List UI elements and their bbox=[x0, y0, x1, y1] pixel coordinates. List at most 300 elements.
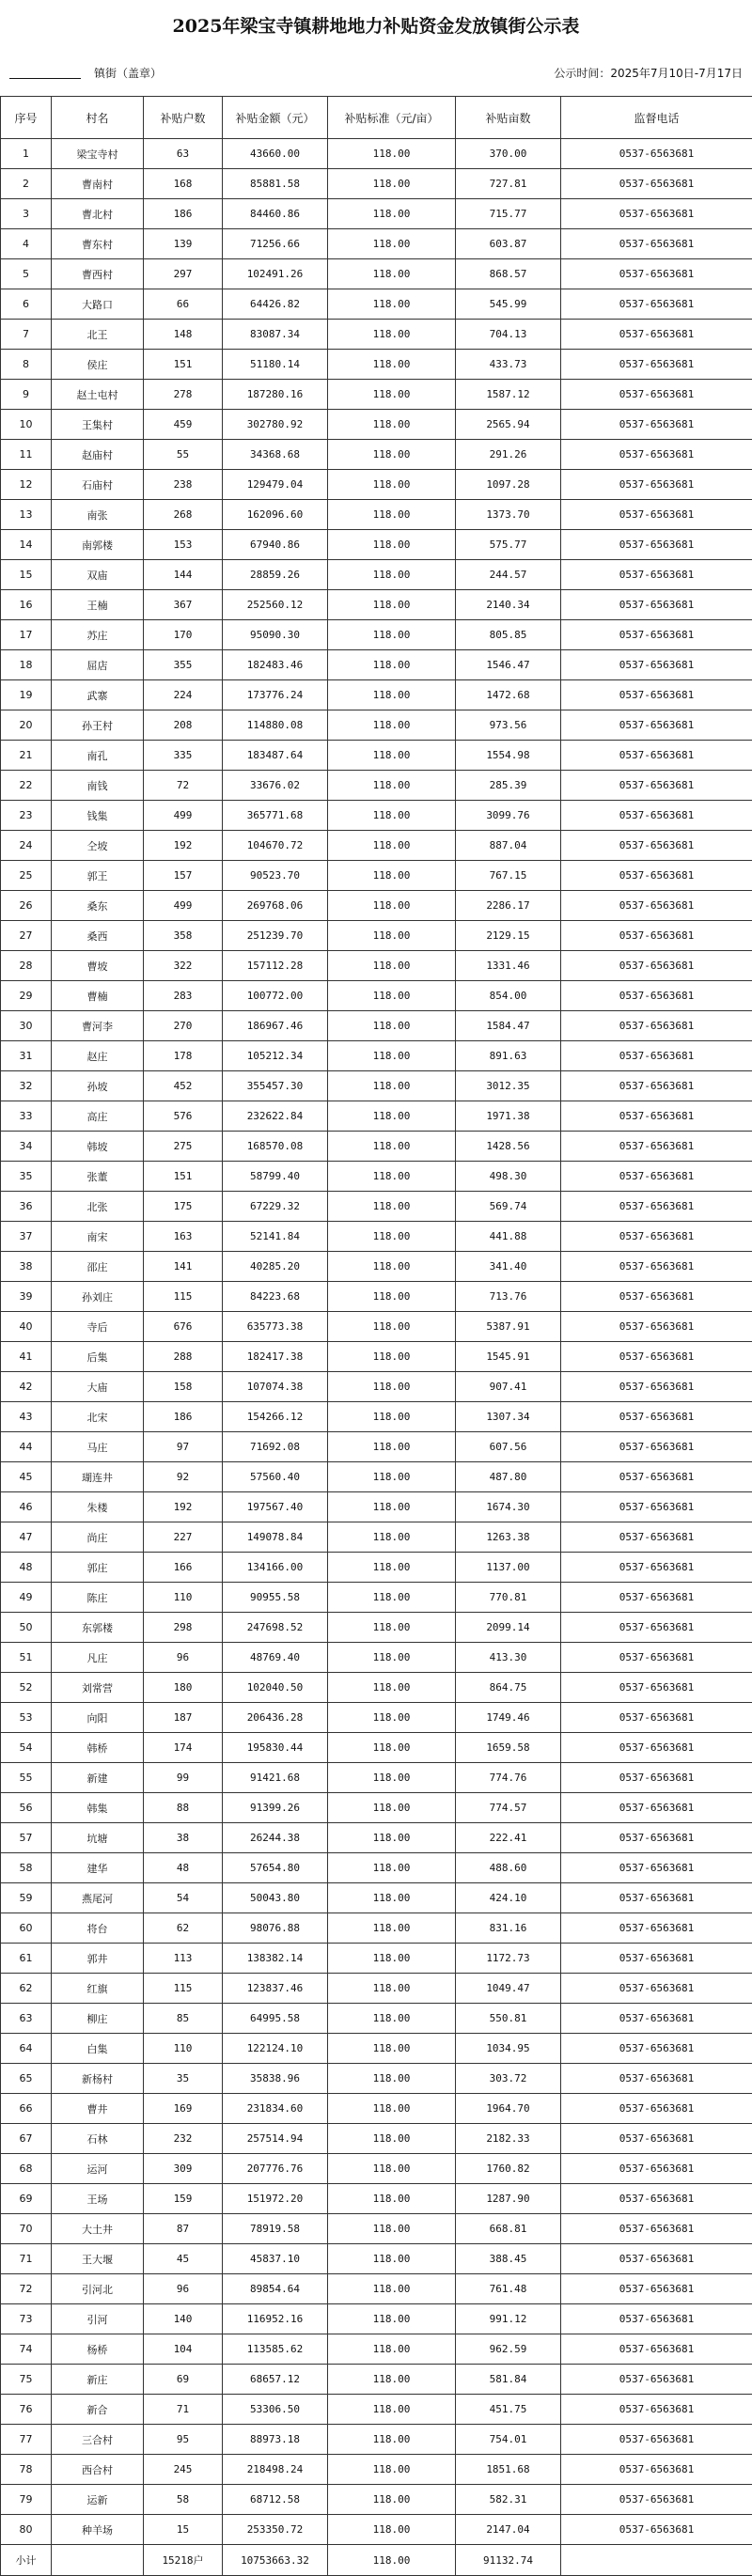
standard: 118.00 bbox=[328, 2425, 456, 2455]
row-index: 74 bbox=[1, 2334, 52, 2365]
phone: 0537-6563681 bbox=[561, 2455, 752, 2485]
table-row bbox=[1, 2365, 752, 2395]
village-name: 向阳 bbox=[52, 1703, 144, 1733]
phone: 0537-6563681 bbox=[561, 1402, 752, 1432]
amount: 52141.84 bbox=[223, 1222, 328, 1252]
amount: 68712.58 bbox=[223, 2485, 328, 2515]
table-row bbox=[1, 891, 752, 921]
row-index: 71 bbox=[1, 2244, 52, 2274]
village-name: 曹坡 bbox=[52, 951, 144, 981]
standard: 118.00 bbox=[328, 320, 456, 350]
households: 175 bbox=[144, 1192, 223, 1222]
amount: 102491.26 bbox=[223, 259, 328, 289]
table-row bbox=[1, 500, 752, 530]
table-row bbox=[1, 981, 752, 1011]
area: 991.12 bbox=[456, 2304, 561, 2334]
table-row bbox=[1, 410, 752, 440]
households: 99 bbox=[144, 1763, 223, 1793]
village-name: 钱集 bbox=[52, 801, 144, 831]
standard: 118.00 bbox=[328, 2515, 456, 2545]
village-name: 孙王村 bbox=[52, 710, 144, 741]
table-row bbox=[1, 1252, 752, 1282]
village-name: 坑塘 bbox=[52, 1823, 144, 1853]
area: 487.80 bbox=[456, 1462, 561, 1492]
row-index: 22 bbox=[1, 771, 52, 801]
row-index: 53 bbox=[1, 1703, 52, 1733]
row-index: 62 bbox=[1, 1974, 52, 2004]
phone: 0537-6563681 bbox=[561, 2124, 752, 2154]
table-header bbox=[1, 97, 752, 139]
village-name: 曹西村 bbox=[52, 259, 144, 289]
households: 238 bbox=[144, 470, 223, 500]
table-row bbox=[1, 1342, 752, 1372]
village-name: 曹楠 bbox=[52, 981, 144, 1011]
households: 58 bbox=[144, 2485, 223, 2515]
phone: 0537-6563681 bbox=[561, 560, 752, 590]
row-index: 38 bbox=[1, 1252, 52, 1282]
phone: 0537-6563681 bbox=[561, 891, 752, 921]
table-row bbox=[1, 680, 752, 710]
phone: 0537-6563681 bbox=[561, 1462, 752, 1492]
total-households: 15218户 bbox=[144, 2545, 223, 2576]
standard: 118.00 bbox=[328, 1432, 456, 1462]
area: 907.41 bbox=[456, 1372, 561, 1402]
row-index: 41 bbox=[1, 1342, 52, 1372]
phone: 0537-6563681 bbox=[561, 1883, 752, 1913]
area: 1546.47 bbox=[456, 650, 561, 680]
standard: 118.00 bbox=[328, 2274, 456, 2304]
area: 603.87 bbox=[456, 229, 561, 259]
households: 186 bbox=[144, 199, 223, 229]
table-row bbox=[1, 1673, 752, 1703]
households: 141 bbox=[144, 1252, 223, 1282]
households: 227 bbox=[144, 1522, 223, 1553]
row-index: 77 bbox=[1, 2425, 52, 2455]
row-index: 57 bbox=[1, 1823, 52, 1853]
households: 63 bbox=[144, 139, 223, 169]
row-index: 58 bbox=[1, 1853, 52, 1883]
row-index: 64 bbox=[1, 2034, 52, 2064]
households: 174 bbox=[144, 1733, 223, 1763]
phone: 0537-6563681 bbox=[561, 1132, 752, 1162]
amount: 95090.30 bbox=[223, 620, 328, 650]
area: 727.81 bbox=[456, 169, 561, 199]
amount: 173776.24 bbox=[223, 680, 328, 710]
row-index: 55 bbox=[1, 1763, 52, 1793]
phone: 0537-6563681 bbox=[561, 139, 752, 169]
village-name: 新合 bbox=[52, 2395, 144, 2425]
table-row bbox=[1, 1703, 752, 1733]
village-name: 三合村 bbox=[52, 2425, 144, 2455]
row-index: 73 bbox=[1, 2304, 52, 2334]
table-row bbox=[1, 1492, 752, 1522]
row-index: 33 bbox=[1, 1101, 52, 1132]
area: 868.57 bbox=[456, 259, 561, 289]
households: 275 bbox=[144, 1132, 223, 1162]
amount: 64995.58 bbox=[223, 2004, 328, 2034]
area: 1971.38 bbox=[456, 1101, 561, 1132]
table-row bbox=[1, 470, 752, 500]
total-phone-cell bbox=[561, 2545, 752, 2576]
phone: 0537-6563681 bbox=[561, 320, 752, 350]
village-name: 南孔 bbox=[52, 741, 144, 771]
row-index: 10 bbox=[1, 410, 52, 440]
village-name: 新庄 bbox=[52, 2365, 144, 2395]
village-name: 仝坡 bbox=[52, 831, 144, 861]
standard: 118.00 bbox=[328, 1402, 456, 1432]
amount: 231834.60 bbox=[223, 2094, 328, 2124]
total-area: 91132.74 bbox=[456, 2545, 561, 2576]
table-row bbox=[1, 1282, 752, 1312]
row-index: 2 bbox=[1, 169, 52, 199]
village-name: 桑东 bbox=[52, 891, 144, 921]
area: 887.04 bbox=[456, 831, 561, 861]
village-name: 引河 bbox=[52, 2304, 144, 2334]
households: 110 bbox=[144, 2034, 223, 2064]
area: 569.74 bbox=[456, 1192, 561, 1222]
village-name: 北宋 bbox=[52, 1402, 144, 1432]
amount: 57654.80 bbox=[223, 1853, 328, 1883]
phone: 0537-6563681 bbox=[561, 710, 752, 741]
row-index: 3 bbox=[1, 199, 52, 229]
phone: 0537-6563681 bbox=[561, 1974, 752, 2004]
households: 192 bbox=[144, 831, 223, 861]
phone: 0537-6563681 bbox=[561, 1282, 752, 1312]
area: 370.00 bbox=[456, 139, 561, 169]
standard: 118.00 bbox=[328, 289, 456, 320]
households: 148 bbox=[144, 320, 223, 350]
row-index: 47 bbox=[1, 1522, 52, 1553]
households: 283 bbox=[144, 981, 223, 1011]
area: 767.15 bbox=[456, 861, 561, 891]
row-index: 21 bbox=[1, 741, 52, 771]
village-name: 邵庄 bbox=[52, 1252, 144, 1282]
phone: 0537-6563681 bbox=[561, 921, 752, 951]
village-name: 石林 bbox=[52, 2124, 144, 2154]
households: 97 bbox=[144, 1432, 223, 1462]
households: 85 bbox=[144, 2004, 223, 2034]
row-index: 25 bbox=[1, 861, 52, 891]
standard: 118.00 bbox=[328, 380, 456, 410]
total-row bbox=[1, 2545, 752, 2576]
row-index: 52 bbox=[1, 1673, 52, 1703]
village-name: 郭庄 bbox=[52, 1553, 144, 1583]
standard: 118.00 bbox=[328, 1944, 456, 1974]
amount: 90955.58 bbox=[223, 1583, 328, 1613]
households: 268 bbox=[144, 500, 223, 530]
area: 581.84 bbox=[456, 2365, 561, 2395]
area: 1964.70 bbox=[456, 2094, 561, 2124]
phone: 0537-6563681 bbox=[561, 1733, 752, 1763]
row-index: 51 bbox=[1, 1643, 52, 1673]
row-index: 36 bbox=[1, 1192, 52, 1222]
households: 166 bbox=[144, 1553, 223, 1583]
area: 1659.58 bbox=[456, 1733, 561, 1763]
table-row bbox=[1, 1372, 752, 1402]
standard: 118.00 bbox=[328, 2365, 456, 2395]
amount: 91399.26 bbox=[223, 1793, 328, 1823]
village-name: 赵土屯村 bbox=[52, 380, 144, 410]
area: 1097.28 bbox=[456, 470, 561, 500]
phone: 0537-6563681 bbox=[561, 771, 752, 801]
village-name: 尚庄 bbox=[52, 1522, 144, 1553]
row-index: 68 bbox=[1, 2154, 52, 2184]
village-name: 王大堰 bbox=[52, 2244, 144, 2274]
table-row bbox=[1, 650, 752, 680]
standard: 118.00 bbox=[328, 741, 456, 771]
row-index: 78 bbox=[1, 2455, 52, 2485]
area: 488.60 bbox=[456, 1853, 561, 1883]
village-name: 王楠 bbox=[52, 590, 144, 620]
village-name: 郭王 bbox=[52, 861, 144, 891]
area: 545.99 bbox=[456, 289, 561, 320]
households: 139 bbox=[144, 229, 223, 259]
households: 452 bbox=[144, 1071, 223, 1101]
amount: 98076.88 bbox=[223, 1913, 328, 1944]
row-index: 70 bbox=[1, 2214, 52, 2244]
village-name: 曹河李 bbox=[52, 1011, 144, 1041]
amount: 252560.12 bbox=[223, 590, 328, 620]
households: 459 bbox=[144, 410, 223, 440]
standard: 118.00 bbox=[328, 620, 456, 650]
table-row bbox=[1, 1974, 752, 2004]
amount: 90523.70 bbox=[223, 861, 328, 891]
area: 1287.90 bbox=[456, 2184, 561, 2214]
table-row bbox=[1, 350, 752, 380]
area: 303.72 bbox=[456, 2064, 561, 2094]
standard: 118.00 bbox=[328, 2485, 456, 2515]
village-name: 马庄 bbox=[52, 1432, 144, 1462]
households: 322 bbox=[144, 951, 223, 981]
standard: 118.00 bbox=[328, 861, 456, 891]
row-index: 30 bbox=[1, 1011, 52, 1041]
row-index: 39 bbox=[1, 1282, 52, 1312]
standard: 118.00 bbox=[328, 410, 456, 440]
standard: 118.00 bbox=[328, 1613, 456, 1643]
row-index: 42 bbox=[1, 1372, 52, 1402]
standard: 118.00 bbox=[328, 440, 456, 470]
village-name: 曹井 bbox=[52, 2094, 144, 2124]
phone: 0537-6563681 bbox=[561, 500, 752, 530]
row-index: 46 bbox=[1, 1492, 52, 1522]
row-index: 50 bbox=[1, 1613, 52, 1643]
row-index: 72 bbox=[1, 2274, 52, 2304]
amount: 58799.40 bbox=[223, 1162, 328, 1192]
amount: 162096.60 bbox=[223, 500, 328, 530]
phone: 0537-6563681 bbox=[561, 1763, 752, 1793]
standard: 118.00 bbox=[328, 710, 456, 741]
amount: 71256.66 bbox=[223, 229, 328, 259]
phone: 0537-6563681 bbox=[561, 2004, 752, 2034]
households: 38 bbox=[144, 1823, 223, 1853]
amount: 53306.50 bbox=[223, 2395, 328, 2425]
households: 15 bbox=[144, 2515, 223, 2545]
households: 48 bbox=[144, 1853, 223, 1883]
area: 1049.47 bbox=[456, 1974, 561, 2004]
table-row bbox=[1, 2124, 752, 2154]
phone: 0537-6563681 bbox=[561, 620, 752, 650]
row-index: 63 bbox=[1, 2004, 52, 2034]
village-name: 王场 bbox=[52, 2184, 144, 2214]
standard: 118.00 bbox=[328, 1462, 456, 1492]
table-row bbox=[1, 380, 752, 410]
area: 413.30 bbox=[456, 1643, 561, 1673]
town-name-blank-line bbox=[9, 78, 81, 79]
row-index: 26 bbox=[1, 891, 52, 921]
village-name: 桑西 bbox=[52, 921, 144, 951]
standard: 118.00 bbox=[328, 2034, 456, 2064]
amount: 113585.62 bbox=[223, 2334, 328, 2365]
phone: 0537-6563681 bbox=[561, 1944, 752, 1974]
amount: 182417.38 bbox=[223, 1342, 328, 1372]
phone: 0537-6563681 bbox=[561, 2034, 752, 2064]
area: 1760.82 bbox=[456, 2154, 561, 2184]
phone: 0537-6563681 bbox=[561, 1432, 752, 1462]
amount: 50043.80 bbox=[223, 1883, 328, 1913]
table-row bbox=[1, 1643, 752, 1673]
area: 2129.15 bbox=[456, 921, 561, 951]
area: 2182.33 bbox=[456, 2124, 561, 2154]
area: 5387.91 bbox=[456, 1312, 561, 1342]
area: 962.59 bbox=[456, 2334, 561, 2365]
village-name: 将台 bbox=[52, 1913, 144, 1944]
table-row bbox=[1, 620, 752, 650]
amount: 251239.70 bbox=[223, 921, 328, 951]
households: 278 bbox=[144, 380, 223, 410]
area: 1373.70 bbox=[456, 500, 561, 530]
phone: 0537-6563681 bbox=[561, 2334, 752, 2365]
amount: 40285.20 bbox=[223, 1252, 328, 1282]
phone: 0537-6563681 bbox=[561, 590, 752, 620]
households: 66 bbox=[144, 289, 223, 320]
phone: 0537-6563681 bbox=[561, 289, 752, 320]
header-row bbox=[1, 97, 752, 139]
table-row bbox=[1, 139, 752, 169]
area: 805.85 bbox=[456, 620, 561, 650]
amount: 257514.94 bbox=[223, 2124, 328, 2154]
area: 582.31 bbox=[456, 2485, 561, 2515]
standard: 118.00 bbox=[328, 169, 456, 199]
households: 71 bbox=[144, 2395, 223, 2425]
standard: 118.00 bbox=[328, 1192, 456, 1222]
standard: 118.00 bbox=[328, 530, 456, 560]
area: 1263.38 bbox=[456, 1522, 561, 1553]
phone: 0537-6563681 bbox=[561, 2184, 752, 2214]
standard: 118.00 bbox=[328, 831, 456, 861]
amount: 365771.68 bbox=[223, 801, 328, 831]
standard: 118.00 bbox=[328, 590, 456, 620]
amount: 43660.00 bbox=[223, 139, 328, 169]
village-name: 张董 bbox=[52, 1162, 144, 1192]
amount: 71692.08 bbox=[223, 1432, 328, 1462]
standard: 118.00 bbox=[328, 1974, 456, 2004]
village-name: 陈庄 bbox=[52, 1583, 144, 1613]
households: 110 bbox=[144, 1583, 223, 1613]
phone: 0537-6563681 bbox=[561, 2274, 752, 2304]
table-row bbox=[1, 289, 752, 320]
village-name: 南张 bbox=[52, 500, 144, 530]
table-row bbox=[1, 1823, 752, 1853]
households: 576 bbox=[144, 1101, 223, 1132]
table-row bbox=[1, 199, 752, 229]
standard: 118.00 bbox=[328, 259, 456, 289]
village-name: 北王 bbox=[52, 320, 144, 350]
village-name: 南宋 bbox=[52, 1222, 144, 1252]
amount: 186967.46 bbox=[223, 1011, 328, 1041]
standard: 118.00 bbox=[328, 2395, 456, 2425]
phone: 0537-6563681 bbox=[561, 1673, 752, 1703]
households: 88 bbox=[144, 1793, 223, 1823]
table-row bbox=[1, 921, 752, 951]
row-index: 76 bbox=[1, 2395, 52, 2425]
households: 288 bbox=[144, 1342, 223, 1372]
standard: 118.00 bbox=[328, 2154, 456, 2184]
standard: 118.00 bbox=[328, 2214, 456, 2244]
village-name: 屈店 bbox=[52, 650, 144, 680]
standard: 118.00 bbox=[328, 1522, 456, 1553]
area: 1331.46 bbox=[456, 951, 561, 981]
households: 245 bbox=[144, 2455, 223, 2485]
table-row bbox=[1, 2184, 752, 2214]
amount: 89854.64 bbox=[223, 2274, 328, 2304]
standard: 118.00 bbox=[328, 500, 456, 530]
area: 388.45 bbox=[456, 2244, 561, 2274]
town-seal-label: 镇街（盖章） bbox=[94, 64, 162, 83]
table-row bbox=[1, 1733, 752, 1763]
village-name: 赵庄 bbox=[52, 1041, 144, 1071]
standard: 118.00 bbox=[328, 2004, 456, 2034]
households: 187 bbox=[144, 1703, 223, 1733]
area: 291.26 bbox=[456, 440, 561, 470]
area: 1172.73 bbox=[456, 1944, 561, 1974]
standard: 118.00 bbox=[328, 1553, 456, 1583]
standard: 118.00 bbox=[328, 350, 456, 380]
phone: 0537-6563681 bbox=[561, 680, 752, 710]
village-name: 孙坡 bbox=[52, 1071, 144, 1101]
amount: 302780.92 bbox=[223, 410, 328, 440]
area: 1034.95 bbox=[456, 2034, 561, 2064]
village-name: 后集 bbox=[52, 1342, 144, 1372]
households: 157 bbox=[144, 861, 223, 891]
row-index: 48 bbox=[1, 1553, 52, 1583]
households: 168 bbox=[144, 169, 223, 199]
area: 754.01 bbox=[456, 2425, 561, 2455]
households: 45 bbox=[144, 2244, 223, 2274]
phone: 0537-6563681 bbox=[561, 1222, 752, 1252]
phone: 0537-6563681 bbox=[561, 2515, 752, 2545]
standard: 118.00 bbox=[328, 1132, 456, 1162]
amount: 51180.14 bbox=[223, 350, 328, 380]
col-header-phone: 监督电话 bbox=[561, 97, 752, 139]
row-index: 44 bbox=[1, 1432, 52, 1462]
village-name: 曹南村 bbox=[52, 169, 144, 199]
households: 144 bbox=[144, 560, 223, 590]
households: 153 bbox=[144, 530, 223, 560]
amount: 187280.16 bbox=[223, 380, 328, 410]
households: 87 bbox=[144, 2214, 223, 2244]
area: 441.88 bbox=[456, 1222, 561, 1252]
col-header-amount: 补贴金额（元） bbox=[223, 97, 328, 139]
table-row bbox=[1, 2485, 752, 2515]
amount: 67940.86 bbox=[223, 530, 328, 560]
village-name: 韩集 bbox=[52, 1793, 144, 1823]
row-index: 28 bbox=[1, 951, 52, 981]
phone: 0537-6563681 bbox=[561, 1011, 752, 1041]
area: 1428.56 bbox=[456, 1132, 561, 1162]
households: 95 bbox=[144, 2425, 223, 2455]
table-row bbox=[1, 2214, 752, 2244]
village-name: 凡庄 bbox=[52, 1643, 144, 1673]
